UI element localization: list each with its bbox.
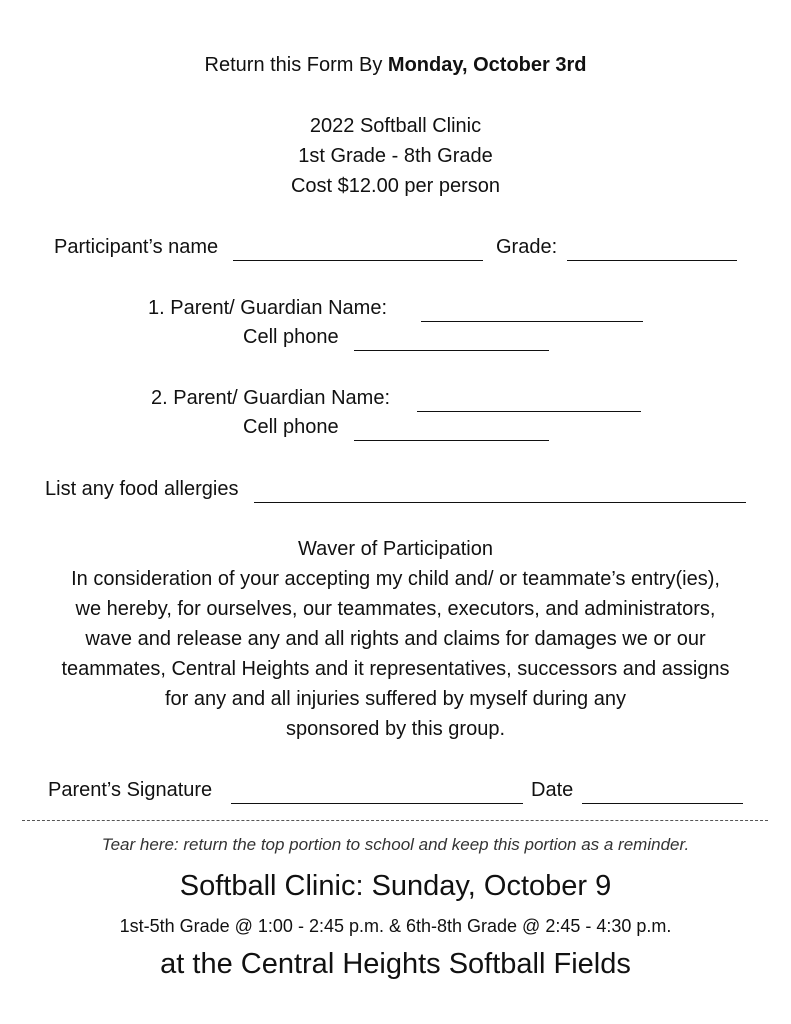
signature-field[interactable] xyxy=(231,785,523,804)
cell2-field[interactable] xyxy=(354,422,549,441)
allergies-field[interactable] xyxy=(254,484,746,503)
waiver-title: Waver of Participation xyxy=(298,538,493,560)
date-label: Date xyxy=(531,779,574,801)
clinic-cost: Cost $12.00 per person xyxy=(290,175,501,197)
grade-label: Grade: xyxy=(496,236,558,258)
guardian2-name-label: 2. Parent/ Guardian Name: xyxy=(151,387,391,409)
guardian2-name-field[interactable] xyxy=(417,393,641,412)
waiver-line: wave and release any and all rights and claims for damages we or our xyxy=(85,628,706,650)
participant-name-field[interactable] xyxy=(233,242,483,261)
date-field[interactable] xyxy=(582,785,743,804)
clinic-title: 2022 Softball Clinic xyxy=(309,115,482,137)
cell1-label: Cell phone xyxy=(243,326,339,348)
signature-label: Parent’s Signature xyxy=(48,779,213,801)
waiver-line: teammates, Central Heights and it representatives, successors and assigns xyxy=(61,658,730,680)
waiver-line: we hereby, for ourselves, our teammates, executors, and administrators, xyxy=(75,598,716,620)
event-times: 1st-5th Grade @ 1:00 - 2:45 p.m. & 6th-8th Grade @ 2:45 - 4:30 p.m. xyxy=(119,916,672,936)
event-location: at the Central Heights Softball Fields xyxy=(160,948,631,980)
allergies-label: List any food allergies xyxy=(45,478,239,500)
cell1-field[interactable] xyxy=(354,332,549,351)
return-deadline: Return this Form By Monday, October 3rd xyxy=(204,54,587,76)
guardian1-name-label: 1. Parent/ Guardian Name: xyxy=(148,297,388,319)
clinic-grades: 1st Grade - 8th Grade xyxy=(298,145,493,167)
tear-note: Tear here: return the top portion to school and keep this portion as a reminder. xyxy=(101,835,690,854)
cell2-label: Cell phone xyxy=(243,416,339,438)
waiver-line: for any and all injuries suffered by myself during any xyxy=(165,688,626,710)
guardian1-name-field[interactable] xyxy=(421,303,643,322)
grade-field[interactable] xyxy=(567,242,737,261)
waiver-line: In consideration of your accepting my child and/ or teammate’s entry(ies), xyxy=(71,568,720,590)
waiver-line: sponsored by this group. xyxy=(285,718,506,740)
return-date: Monday, October 3rd xyxy=(387,54,587,76)
tear-line xyxy=(22,820,768,821)
event-heading: Softball Clinic: Sunday, October 9 xyxy=(179,870,612,902)
participant-name-label: Participant’s name xyxy=(54,236,219,258)
